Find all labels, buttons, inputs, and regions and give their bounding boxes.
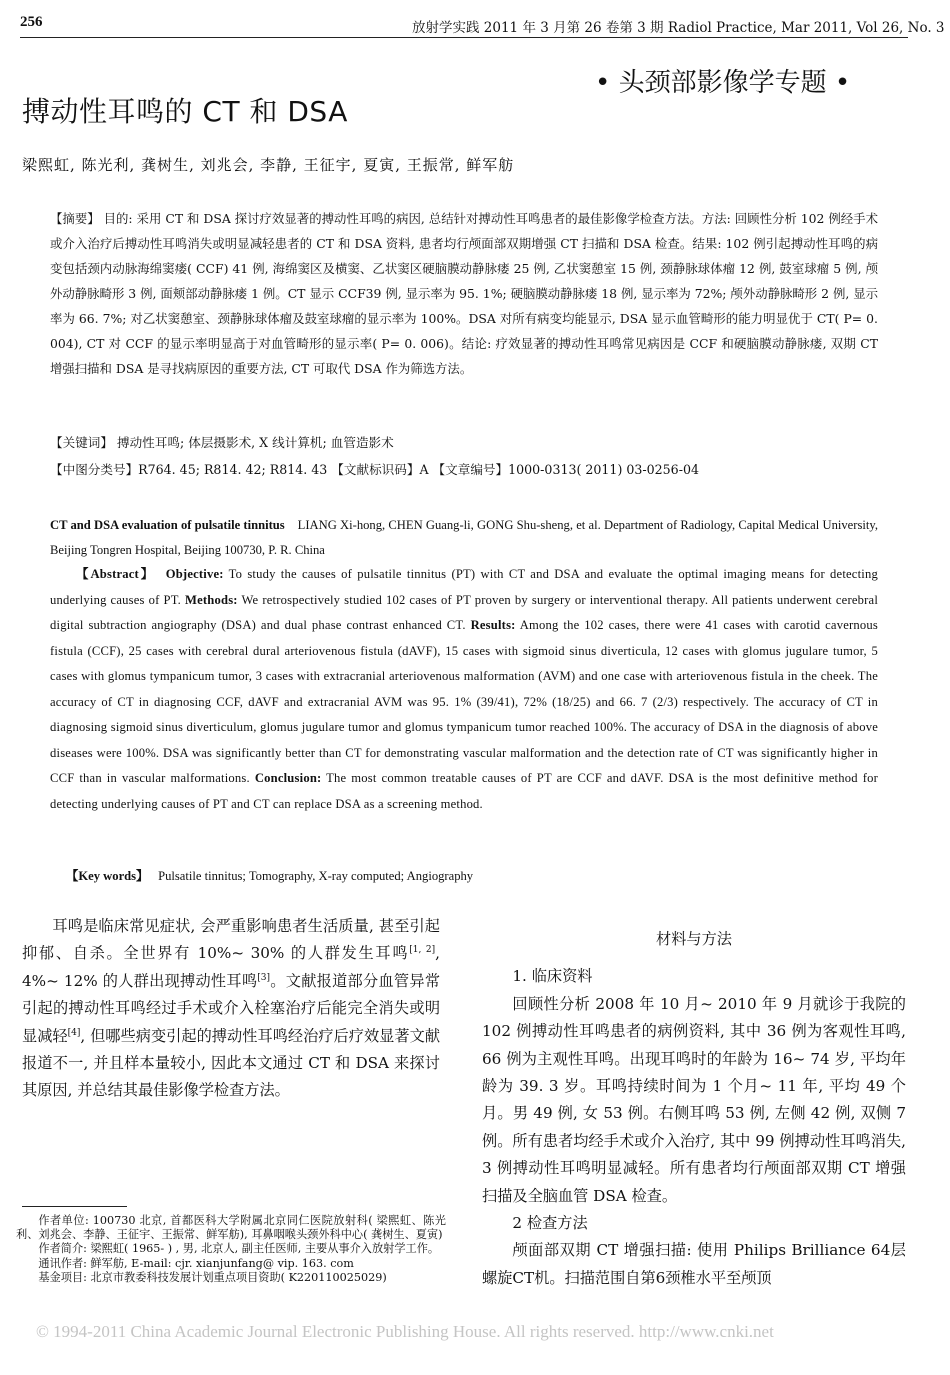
english-abstract-label: 【Abstract】 (75, 567, 156, 581)
footnote-rule (22, 1206, 127, 1207)
abstract-label: 【摘要】 (50, 211, 100, 226)
intro-paragraph (22, 913, 440, 1105)
subheading-method: 2 检查方法 (512, 1214, 588, 1233)
keywords-label: 【关键词】 (50, 435, 113, 450)
journal-header: 放射学实践 2011 年 3 月第 26 卷第 3 期 Radiol Practice, Mar 2011, Vol 26, No. 3 (412, 20, 945, 36)
footnote-affiliation: 作者单位: 100730 北京, 首都医科大学附属北京同仁医院放射科( 梁熙虹、陈光利、刘兆会、李静、王征宇、王振常、鲜军舫), 耳鼻咽喉头颈外科中心( 龚树生、夏寅) (16, 1214, 446, 1242)
footnote-correspondence: 通讯作者: 鲜军舫, E-mail: cjr. xianjunfang@ vip. 163. com (38, 1256, 354, 1270)
english-authors-affiliation: LIANG Xi-hong, CHEN Guang-li, GONG Shu-sheng, et al. Department of Radiology, Capital Medical University, Beijing Tongren Hospital, Beijing 100730, P. R. China (50, 518, 878, 557)
body-right-column (482, 926, 906, 1292)
methods-label: Methods: (185, 592, 238, 607)
header-rule (20, 37, 908, 38)
citation-4: [4] (67, 1027, 81, 1038)
clinical-paragraph: 回顾性分析 2008 年 10 月~ 2010 年 9 月就诊于我院的 102 例搏动性耳鸣患者的病例资料, 其中 36 例为客观性耳鸣, 66 例为主观性耳鸣。出现耳鸣时的年龄为 16~ 74 岁, 平均年龄为 39. 3 岁。耳鸣持续时间为 1 个月~ 11 年, 平均 49 个月。男 49 例, 女 53 例。右侧耳鸣 53 例, 左侧 42 例, 双侧 7 例。所有患者均经手术或介入治疗, 其中 99 例搏动性耳鸣消失, 3 例搏动性耳鸣明显减轻。所有患者均行颅面部双期 CT 增强扫描及全脑血管 DSA 检查。 (482, 994, 906, 1205)
objective-text: To study the causes of pulsatile tinnitus (PT) with CT and DSA and evaluate the optimal imaging means for detecting underlying causes of PT. (50, 567, 878, 607)
footnotes (16, 1214, 446, 1285)
citation-1-2: [1, 2] (409, 945, 436, 956)
intro-text-1: 耳鸣是临床常见症状, 会严重影响患者生活质量, 甚至引起抑郁、自杀。全世界有 10%~ 30% 的人群发生耳鸣 (22, 917, 440, 963)
footnote-author-bio: 作者简介: 梁熙虹( 1965- ) , 男, 北京人, 副主任医师, 主要从事介入放射学工作。 (38, 1242, 440, 1256)
english-keywords-text: Pulsatile tinnitus; Tomography, X-ray computed; Angiography (158, 869, 474, 883)
keywords-text: 搏动性耳鸣; 体层摄影术, X 线计算机; 血管造影术 (116, 435, 394, 450)
citation-3: [3] (257, 972, 271, 983)
author-list: 梁熙虹, 陈光利, 龚树生, 刘兆会, 李静, 王征宇, 夏寅, 王振常, 鲜军舫 (22, 156, 515, 174)
english-keywords (50, 865, 878, 884)
article-title: 搏动性耳鸣的 CT 和 DSA (22, 95, 348, 128)
page-number: 256 (20, 14, 43, 30)
intro-text-3: 。文献报道部分血管异常引起的搏动性耳鸣经过手术或介入栓塞治疗后能完全消失或明显减轻 (22, 971, 441, 1045)
method-paragraph: 颅面部双期 CT 增强扫描: 使用 Philips Brilliance 64层螺旋CT机。扫描范围自第6颈椎水平至颅顶 (482, 1241, 906, 1287)
section-heading: 材料与方法 (656, 930, 732, 948)
intro-text-2: , 4%~ 12% 的人群出现搏动性耳鸣 (22, 944, 440, 990)
objective-label: Objective: (165, 567, 224, 581)
english-title-block (50, 513, 878, 563)
abstract-text: 目的: 采用 CT 和 DSA 探讨疗效显著的搏动性耳鸣的病因, 总结针对搏动性耳鸣患者的最佳影像学检查方法。方法: 回顾性分析 102 例经手术或介入治疗后搏动性耳鸣消失或明显减轻患者的 CT 和 DSA 资料, 患者均行颅面部双期增强 CT 扫描和 DSA 检查。结果: 102 例引起搏动性耳鸣的病变包括颈内动脉海绵窦瘘( CCF) 41 例, 海绵窦区及横窦、乙状窦区硬脑膜动静脉瘘 25 例, 乙状窦憩室 15 例, 颈静脉球体瘤 12 例, 鼓室球瘤 5 例, 颅外动静脉畸形 3 例, 面颊部动静脉瘘 1 例。CT 显示 CCF39 例, 显示率为 95. 1%; 硬脑膜动静脉瘘 18 例, 显示率为 72%; 颅外动静脉畸形 2 例, 显示率为 66. 7%; 对乙状窦憩室、颈静脉球体瘤及鼓室球瘤的显示率为 100%。DSA 对所有病变均能显示, DSA 显示血管畸形的能力明显优于 CT( P= 0. 004), CT 对 CCF 的显示率明显高于对血管畸形的显示率( P= 0. 006)。结论: 疗效显著的搏动性耳鸣常见病因是 CCF 和硬脑膜动静脉瘘, 双期 CT 增强扫描和 DSA 是寻找病原因的重要方法, CT 可取代 DSA 作为筛选方法。 (50, 211, 878, 376)
results-text: Among the 102 cases, there were 41 cases with carotid cavernous fistula (CCF), 25 cases with cerebral dural arteriovenous fistula (dAVF), 15 cases with sigmoid sinus diverticula, 12 cases with glomus jugulare tumor, 5 cases with glomus tympanicum tumor, 3 cases with extracranial arteriovenous malformation (AVM) and one case with arteriovenous fistula in the cheek. The accuracy of CT in diagnosing CCF, dAVF and extracranial AVM was 95. 1% (39/41), 72% (18/25) and 66. 7 (2/3) respectively. The accuracy of CT in diagnosing sigmoid sinus diverticulum, glomus jugulare tumor and glomus tympanicum tumor reached 100%. The accuracy of DSA in the diagnosis of above diseases were 100%. DSA was significantly better than CT for demonstrating vascular malformation and the detection rate of CT was significantly higher in CCF than in vascular malformations. (50, 618, 878, 785)
chinese-keywords (50, 432, 878, 451)
chinese-abstract (50, 206, 878, 381)
copyright-watermark: © 1994-2011 China Academic Journal Electronic Publishing House. All rights reserved. http://www.cnki.net (36, 1322, 774, 1341)
classification-line: 【中图分类号】R764. 45; R814. 42; R814. 43 【文献标识码】A 【文章编号】1000-0313( 2011) 03-0256-04 (50, 462, 699, 477)
methods-text: We retrospectively studied 102 cases of PT proven by surgery or interventional therapy. All patients underwent cerebral digital subtraction angiography (DSA) and dual phase contrast enhanced CT. (50, 592, 879, 632)
footnote-funding: 基金项目: 北京市教委科技发展计划重点项目资助( K220110025029) (38, 1270, 387, 1284)
intro-text-4: , 但哪些病变引起的搏动性耳鸣经治疗后疗效显著文献报道不一, 并且样本量较小, 因此本文通过 CT 和 DSA 来探讨其原因, 并总结其最佳影像学检查方法。 (22, 1026, 441, 1100)
english-abstract (50, 562, 878, 817)
conclusion-text: The most common treatable causes of PT are CCF and dAVF. DSA is the most definitive method for detecting underlying causes of PT and CT can replace DSA as a screening method. (50, 771, 878, 811)
body-left-column (22, 913, 440, 1105)
english-title: CT and DSA evaluation of pulsatile tinnitus (50, 518, 285, 532)
conclusion-label: Conclusion: (254, 771, 322, 785)
special-topic-heading: • 头颈部影像学专题 • (595, 68, 851, 98)
english-keywords-label: 【Key words】 (65, 869, 149, 883)
subheading-clinical: 1. 临床资料 (512, 967, 593, 986)
results-label: Results: (470, 618, 516, 632)
